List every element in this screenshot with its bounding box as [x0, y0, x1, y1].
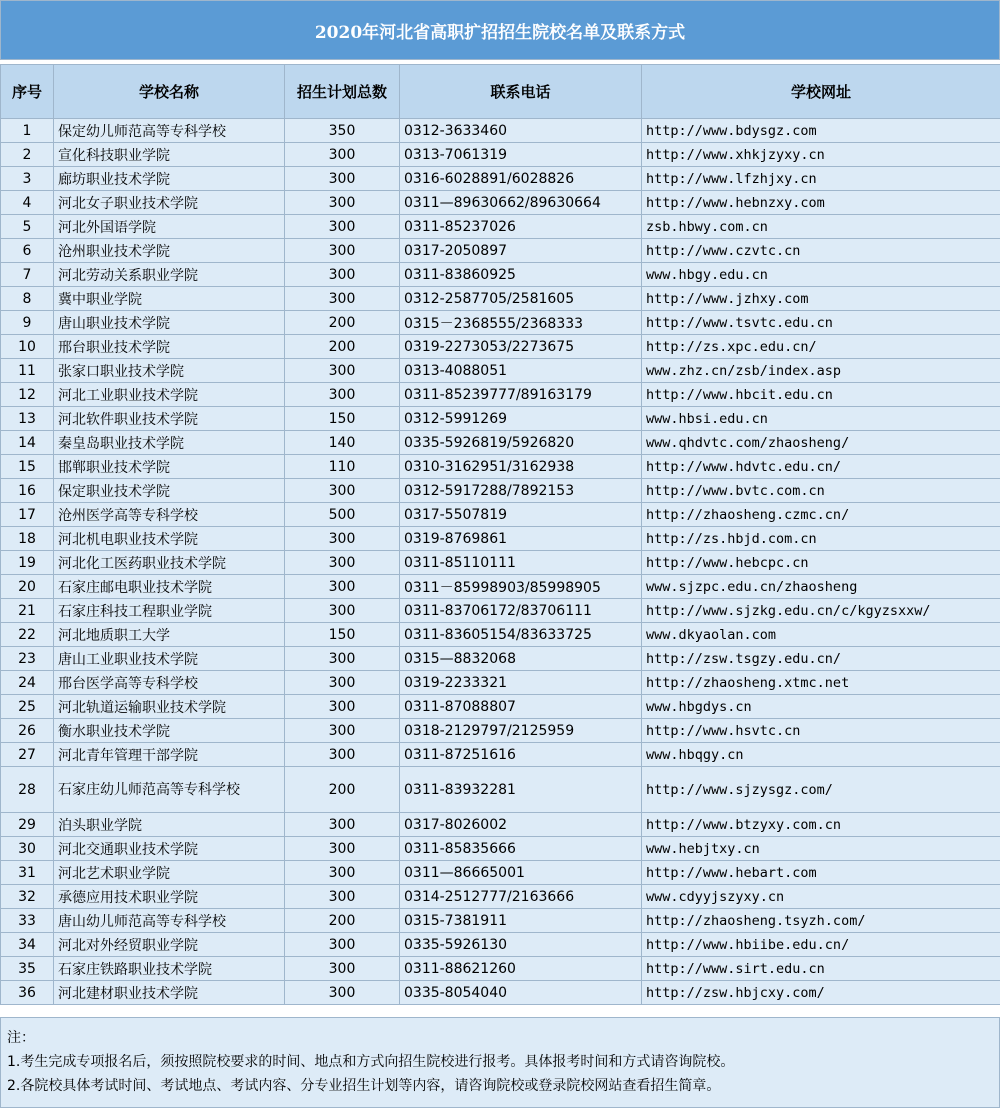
row-school-name: 河北外国语学院 [54, 215, 285, 239]
row-school-name: 河北对外经贸职业学院 [54, 933, 285, 957]
row-enrollment-plan: 300 [285, 551, 400, 575]
row-index: 22 [1, 623, 54, 647]
row-school-name: 承德应用技术职业学院 [54, 885, 285, 909]
table-row [1, 695, 1000, 719]
row-enrollment-plan: 300 [285, 359, 400, 383]
row-enrollment-plan: 300 [285, 167, 400, 191]
row-school-name: 河北艺术职业学院 [54, 861, 285, 885]
row-enrollment-plan: 150 [285, 623, 400, 647]
row-school-name: 张家口职业技术学院 [54, 359, 285, 383]
row-school-name: 秦皇岛职业技术学院 [54, 431, 285, 455]
table-row [1, 239, 1000, 263]
row-website: www.hbsi.edu.cn [642, 407, 1000, 431]
notes-line-1: 1.考生完成专项报名后，须按照院校要求的时间、地点和方式向招生院校进行报考。具体报考时间和方式请咨询院校。 [7, 1054, 735, 1070]
row-enrollment-plan: 300 [285, 671, 400, 695]
row-enrollment-plan: 300 [285, 933, 400, 957]
row-website: http://www.xhkjzyxy.cn [642, 143, 1000, 167]
row-enrollment-plan: 140 [285, 431, 400, 455]
notes [0, 1017, 1000, 1108]
table-row [1, 767, 1000, 813]
row-enrollment-plan: 300 [285, 695, 400, 719]
row-school-name: 衡水职业技术学院 [54, 719, 285, 743]
table-row [1, 885, 1000, 909]
row-school-name: 石家庄邮电职业技术学院 [54, 575, 285, 599]
table-row [1, 957, 1000, 981]
table-row [1, 861, 1000, 885]
row-index: 6 [1, 239, 54, 263]
table-row [1, 191, 1000, 215]
table-row [1, 455, 1000, 479]
table-row [1, 551, 1000, 575]
row-index: 3 [1, 167, 54, 191]
table-row [1, 743, 1000, 767]
row-enrollment-plan: 300 [285, 599, 400, 623]
row-index: 34 [1, 933, 54, 957]
row-index: 29 [1, 813, 54, 837]
row-phone: 0311-83706172/83706111 [400, 599, 642, 623]
row-index: 23 [1, 647, 54, 671]
row-website: www.hebjtxy.cn [642, 837, 1000, 861]
row-index: 18 [1, 527, 54, 551]
table-row [1, 599, 1000, 623]
row-website: http://www.hebnzxy.com [642, 191, 1000, 215]
row-phone: 0317-2050897 [400, 239, 642, 263]
row-phone: 0310-3162951/3162938 [400, 455, 642, 479]
row-website: http://www.hbcit.edu.cn [642, 383, 1000, 407]
row-phone: 0315-7381911 [400, 909, 642, 933]
row-phone: 0311-85237026 [400, 215, 642, 239]
row-phone: 0319-8769861 [400, 527, 642, 551]
table-row [1, 527, 1000, 551]
row-enrollment-plan: 300 [285, 647, 400, 671]
header-website: 学校网址 [642, 65, 1000, 119]
row-school-name: 邢台医学高等专科学校 [54, 671, 285, 695]
row-school-name: 河北软件职业技术学院 [54, 407, 285, 431]
row-index: 16 [1, 479, 54, 503]
row-phone: 0311—89630662/89630664 [400, 191, 642, 215]
row-website: http://www.hdvtc.edu.cn/ [642, 455, 1000, 479]
table-row [1, 431, 1000, 455]
row-school-name: 河北劳动关系职业学院 [54, 263, 285, 287]
row-website: http://www.lfzhjxy.cn [642, 167, 1000, 191]
row-phone: 0313-4088051 [400, 359, 642, 383]
header-phone: 联系电话 [400, 65, 642, 119]
row-enrollment-plan: 300 [285, 191, 400, 215]
row-index: 21 [1, 599, 54, 623]
row-school-name: 河北交通职业技术学院 [54, 837, 285, 861]
row-index: 33 [1, 909, 54, 933]
row-enrollment-plan: 300 [285, 239, 400, 263]
table-row [1, 335, 1000, 359]
row-index: 10 [1, 335, 54, 359]
row-phone: 0312-5917288/7892153 [400, 479, 642, 503]
row-website: http://www.sjzysgz.com/ [642, 767, 1000, 813]
row-school-name: 唐山工业职业技术学院 [54, 647, 285, 671]
row-enrollment-plan: 300 [285, 743, 400, 767]
row-index: 19 [1, 551, 54, 575]
row-index: 15 [1, 455, 54, 479]
row-index: 12 [1, 383, 54, 407]
row-enrollment-plan: 300 [285, 885, 400, 909]
row-enrollment-plan: 300 [285, 575, 400, 599]
row-enrollment-plan: 300 [285, 719, 400, 743]
row-school-name: 河北机电职业技术学院 [54, 527, 285, 551]
row-website: http://www.hbiibe.edu.cn/ [642, 933, 1000, 957]
row-phone: 0311-83932281 [400, 767, 642, 813]
table-row [1, 143, 1000, 167]
row-enrollment-plan: 300 [285, 215, 400, 239]
row-index: 31 [1, 861, 54, 885]
row-website: www.cdyyjszyxy.cn [642, 885, 1000, 909]
row-phone: 0311－85998903/85998905 [400, 575, 642, 599]
row-website: http://zhaosheng.tsyzh.com/ [642, 909, 1000, 933]
row-school-name: 石家庄科技工程职业学院 [54, 599, 285, 623]
row-website: http://www.czvtc.cn [642, 239, 1000, 263]
row-enrollment-plan: 200 [285, 311, 400, 335]
row-website: http://zs.xpc.edu.cn/ [642, 335, 1000, 359]
table-row [1, 503, 1000, 527]
header-enrollment-plan: 招生计划总数 [285, 65, 400, 119]
row-enrollment-plan: 200 [285, 767, 400, 813]
row-enrollment-plan: 300 [285, 813, 400, 837]
table-row [1, 837, 1000, 861]
row-enrollment-plan: 300 [285, 981, 400, 1005]
row-website: www.zhz.cn/zsb/index.asp [642, 359, 1000, 383]
row-website: http://www.hebcpc.cn [642, 551, 1000, 575]
table-row [1, 383, 1000, 407]
header-index: 序号 [1, 65, 54, 119]
row-website: www.qhdvtc.com/zhaosheng/ [642, 431, 1000, 455]
row-website: http://www.btzyxy.com.cn [642, 813, 1000, 837]
table-row [1, 407, 1000, 431]
row-school-name: 邢台职业技术学院 [54, 335, 285, 359]
row-phone: 0311-83860925 [400, 263, 642, 287]
row-phone: 0312-2587705/2581605 [400, 287, 642, 311]
row-phone: 0314-2512777/2163666 [400, 885, 642, 909]
row-school-name: 唐山职业技术学院 [54, 311, 285, 335]
row-website: http://www.tsvtc.edu.cn [642, 311, 1000, 335]
row-school-name: 泊头职业学院 [54, 813, 285, 837]
row-website: http://www.bvtc.com.cn [642, 479, 1000, 503]
row-phone: 0311-87088807 [400, 695, 642, 719]
table-row [1, 623, 1000, 647]
row-enrollment-plan: 300 [285, 287, 400, 311]
table-body [1, 119, 1000, 1005]
table-row [1, 215, 1000, 239]
row-index: 28 [1, 767, 54, 813]
row-school-name: 河北青年管理干部学院 [54, 743, 285, 767]
row-school-name: 沧州医学高等专科学校 [54, 503, 285, 527]
row-enrollment-plan: 150 [285, 407, 400, 431]
row-phone: 0311-85239777/89163179 [400, 383, 642, 407]
row-school-name: 河北工业职业技术学院 [54, 383, 285, 407]
row-phone: 0319-2233321 [400, 671, 642, 695]
header-row [1, 65, 1000, 119]
row-school-name: 唐山幼儿师范高等专科学校 [54, 909, 285, 933]
row-website: www.hbgdys.cn [642, 695, 1000, 719]
row-index: 1 [1, 119, 54, 143]
row-school-name: 保定幼儿师范高等专科学校 [54, 119, 285, 143]
row-phone: 0311-87251616 [400, 743, 642, 767]
row-index: 35 [1, 957, 54, 981]
row-school-name: 宣化科技职业学院 [54, 143, 285, 167]
row-school-name: 河北化工医药职业技术学院 [54, 551, 285, 575]
row-phone: 0311-85110111 [400, 551, 642, 575]
row-enrollment-plan: 300 [285, 527, 400, 551]
notes-line-2: 2.各院校具体考试时间、考试地点、考试内容、分专业招生计划等内容，请咨询院校或登录院校网站查看招生简章。 [7, 1078, 721, 1094]
row-index: 7 [1, 263, 54, 287]
table-row [1, 647, 1000, 671]
row-index: 26 [1, 719, 54, 743]
row-enrollment-plan: 300 [285, 861, 400, 885]
row-school-name: 石家庄幼儿师范高等专科学校 [54, 767, 285, 813]
row-phone: 0317-8026002 [400, 813, 642, 837]
table-row [1, 287, 1000, 311]
row-website: http://zsw.hbjcxy.com/ [642, 981, 1000, 1005]
table-row [1, 933, 1000, 957]
row-index: 17 [1, 503, 54, 527]
table-row [1, 575, 1000, 599]
row-index: 25 [1, 695, 54, 719]
table-row [1, 909, 1000, 933]
row-index: 4 [1, 191, 54, 215]
row-enrollment-plan: 300 [285, 837, 400, 861]
table-row [1, 479, 1000, 503]
row-website: http://www.jzhxy.com [642, 287, 1000, 311]
row-school-name: 邯郸职业技术学院 [54, 455, 285, 479]
row-phone: 0312-3633460 [400, 119, 642, 143]
row-website: http://www.hebart.com [642, 861, 1000, 885]
table-row [1, 981, 1000, 1005]
row-enrollment-plan: 350 [285, 119, 400, 143]
row-index: 9 [1, 311, 54, 335]
row-index: 30 [1, 837, 54, 861]
row-enrollment-plan: 110 [285, 455, 400, 479]
table-row [1, 719, 1000, 743]
row-index: 14 [1, 431, 54, 455]
row-school-name: 河北女子职业技术学院 [54, 191, 285, 215]
row-school-name: 石家庄铁路职业技术学院 [54, 957, 285, 981]
row-school-name: 河北轨道运输职业技术学院 [54, 695, 285, 719]
row-website: zsb.hbwy.com.cn [642, 215, 1000, 239]
row-school-name: 河北建材职业技术学院 [54, 981, 285, 1005]
row-phone: 0318-2129797/2125959 [400, 719, 642, 743]
row-website: http://www.hsvtc.cn [642, 719, 1000, 743]
row-index: 20 [1, 575, 54, 599]
row-website: http://zsw.tsgzy.edu.cn/ [642, 647, 1000, 671]
row-phone: 0319-2273053/2273675 [400, 335, 642, 359]
row-index: 8 [1, 287, 54, 311]
table-row [1, 671, 1000, 695]
row-index: 36 [1, 981, 54, 1005]
row-school-name: 沧州职业技术学院 [54, 239, 285, 263]
row-phone: 0335-8054040 [400, 981, 642, 1005]
row-phone: 0316-6028891/6028826 [400, 167, 642, 191]
row-index: 11 [1, 359, 54, 383]
table-row [1, 119, 1000, 143]
row-school-name: 保定职业技术学院 [54, 479, 285, 503]
row-school-name: 河北地质职工大学 [54, 623, 285, 647]
table-row [1, 813, 1000, 837]
row-index: 13 [1, 407, 54, 431]
row-website: http://www.sirt.edu.cn [642, 957, 1000, 981]
row-website: www.hbgy.edu.cn [642, 263, 1000, 287]
row-website: http://zs.hbjd.com.cn [642, 527, 1000, 551]
row-index: 2 [1, 143, 54, 167]
row-index: 32 [1, 885, 54, 909]
row-phone: 0311-83605154/83633725 [400, 623, 642, 647]
row-enrollment-plan: 200 [285, 335, 400, 359]
row-enrollment-plan: 200 [285, 909, 400, 933]
row-website: http://www.sjzkg.edu.cn/c/kgyzsxxw/ [642, 599, 1000, 623]
row-website: www.hbqgy.cn [642, 743, 1000, 767]
row-phone: 0315－2368555/2368333 [400, 311, 642, 335]
row-website: http://www.bdysgz.com [642, 119, 1000, 143]
notes-heading: 注： [7, 1030, 35, 1046]
row-phone: 0315—8832068 [400, 647, 642, 671]
table-row [1, 311, 1000, 335]
row-phone: 0311-88621260 [400, 957, 642, 981]
row-school-name: 冀中职业学院 [54, 287, 285, 311]
row-website: http://zhaosheng.czmc.cn/ [642, 503, 1000, 527]
row-website: www.dkyaolan.com [642, 623, 1000, 647]
row-phone: 0335-5926130 [400, 933, 642, 957]
table-row [1, 263, 1000, 287]
school-table [0, 64, 1000, 1005]
row-phone: 0313-7061319 [400, 143, 642, 167]
row-enrollment-plan: 300 [285, 263, 400, 287]
row-enrollment-plan: 300 [285, 479, 400, 503]
row-enrollment-plan: 300 [285, 957, 400, 981]
row-index: 24 [1, 671, 54, 695]
row-enrollment-plan: 300 [285, 383, 400, 407]
row-enrollment-plan: 500 [285, 503, 400, 527]
row-phone: 0311-85835666 [400, 837, 642, 861]
header-school-name: 学校名称 [54, 65, 285, 119]
row-phone: 0312-5991269 [400, 407, 642, 431]
row-school-name: 廊坊职业技术学院 [54, 167, 285, 191]
table-row [1, 359, 1000, 383]
row-phone: 0317-5507819 [400, 503, 642, 527]
row-website: http://zhaosheng.xtmc.net [642, 671, 1000, 695]
row-enrollment-plan: 300 [285, 143, 400, 167]
row-phone: 0311—86665001 [400, 861, 642, 885]
row-index: 5 [1, 215, 54, 239]
table-title: 2020年河北省高职扩招招生院校名单及联系方式 [0, 0, 1000, 60]
row-phone: 0335-5926819/5926820 [400, 431, 642, 455]
row-website: www.sjzpc.edu.cn/zhaosheng [642, 575, 1000, 599]
row-index: 27 [1, 743, 54, 767]
table-row [1, 167, 1000, 191]
